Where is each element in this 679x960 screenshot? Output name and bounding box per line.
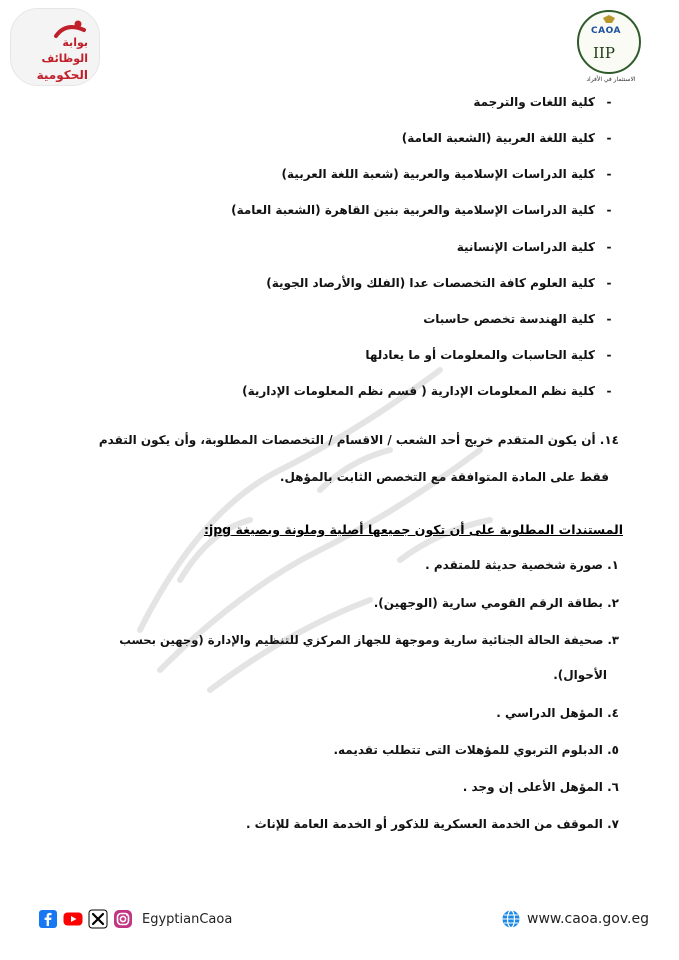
document-item [496, 706, 619, 720]
condition-line-2: فقط على المادة المتوافقة مع التخصص الثابت بالمؤهل. [279, 470, 609, 484]
document-number: ٥. [607, 743, 619, 757]
faculty-text: كلية نظم المعلومات الإدارية ( قسم نظم المعلومات الإدارية) [242, 384, 595, 398]
document-text: الأحوال). [553, 668, 607, 682]
faculty-item [402, 131, 623, 145]
faculty-text: كلية اللغة العربية (الشعبة العامة) [401, 131, 595, 145]
document-text: الدبلوم التربوي للمؤهلات التى تتطلب تقديمه. [333, 743, 603, 757]
document-number: ٣. [607, 633, 619, 647]
caoa-iip-logo [573, 10, 659, 86]
document-text: صورة شخصية حديثة للمتقدم . [425, 558, 603, 572]
documents-heading: المستندات المطلوبة على أن تكون جميعها أصلية وملونة وبصيغة jpg: [203, 522, 623, 537]
faculty-text: كلية الدراسات الإنسانية [456, 240, 595, 254]
faculty-item [266, 276, 623, 290]
list-dash: - [606, 276, 612, 290]
document-number: ٦. [607, 780, 619, 794]
faculty-item [423, 312, 623, 326]
globe-icon [501, 909, 521, 929]
faculty-item [365, 348, 623, 362]
list-dash: - [606, 384, 612, 398]
document-item [333, 743, 619, 757]
condition-14-continued [280, 470, 609, 484]
document-item [425, 558, 619, 572]
logo-line-1: بوابة [62, 36, 88, 49]
document-number: ٤. [607, 706, 619, 720]
faculty-item [282, 167, 623, 181]
instagram-icon[interactable] [113, 909, 133, 929]
condition-line-1: أن يكون المتقدم خريج أحد الشعب / الاقسام / التخصصات المطلوبة، وأن يكون التقدم [98, 433, 596, 447]
social-links [38, 908, 232, 930]
document-item [246, 817, 619, 831]
list-dash: - [606, 95, 612, 109]
eagle-icon [603, 14, 615, 24]
gov-jobs-portal-logo [10, 8, 100, 86]
list-dash: - [606, 312, 612, 326]
faculty-text: كلية الهندسة تخصص حاسبات [423, 312, 595, 326]
document-text: المؤهل الدراسي . [496, 706, 603, 720]
document-text: صحيفة الحالة الجنائية سارية وموجهة للجهاز المركزي للتنظيم والإدارة (وجهين بحسب [119, 633, 604, 647]
document-item-continued [553, 668, 607, 682]
document-number: ٢. [607, 596, 619, 610]
document-item [119, 633, 619, 647]
faculty-text: كلية اللغات والترجمة [473, 95, 595, 109]
faculty-text: كلية الدراسات الإسلامية والعربية (شعبة اللغة العربية) [281, 167, 595, 181]
faculty-text: كلية العلوم كافة التخصصات عدا (الفلك والأرصاد الجوية) [266, 276, 595, 290]
condition-number: ١٤. [599, 433, 619, 447]
logo-tagline: الاستثمار في الأفراد [586, 76, 636, 83]
document-text: بطاقة الرقم القومي سارية (الوجهين). [373, 596, 603, 610]
faculty-item [231, 203, 623, 217]
list-dash: - [606, 131, 612, 145]
faculty-item [473, 95, 623, 109]
website-link [501, 908, 649, 930]
logo-line-2: الوظائف [41, 52, 88, 65]
social-handle[interactable]: EgyptianCaoa [142, 911, 233, 927]
facebook-icon[interactable] [38, 909, 58, 929]
caoa-text: CAOA [591, 26, 621, 36]
faculty-text: كلية الدراسات الإسلامية والعربية بنين القاهرة (الشعبة العامة) [231, 203, 595, 217]
website-url[interactable]: www.caoa.gov.eg [527, 911, 649, 927]
list-dash: - [606, 348, 612, 362]
youtube-icon[interactable] [63, 909, 83, 929]
document-text: المؤهل الأعلى إن وجد . [462, 780, 603, 794]
document-text: الموقف من الخدمة العسكرية للذكور أو الخدمة العامة للإناث . [245, 817, 603, 831]
list-dash: - [606, 203, 612, 217]
faculty-item [242, 384, 623, 398]
faculty-text: كلية الحاسبات والمعلومات أو ما يعادلها [365, 348, 595, 362]
document-item [463, 780, 619, 794]
document-number: ١. [607, 558, 619, 572]
condition-14 [99, 433, 619, 447]
faculty-item [457, 240, 623, 254]
document-number: ٧. [607, 817, 619, 831]
list-dash: - [606, 167, 612, 181]
list-dash: - [606, 240, 612, 254]
document-item [374, 596, 619, 610]
x-icon[interactable] [88, 909, 108, 929]
iip-text: IIP [593, 44, 615, 62]
logo-line-3: الحكومية [36, 68, 88, 82]
